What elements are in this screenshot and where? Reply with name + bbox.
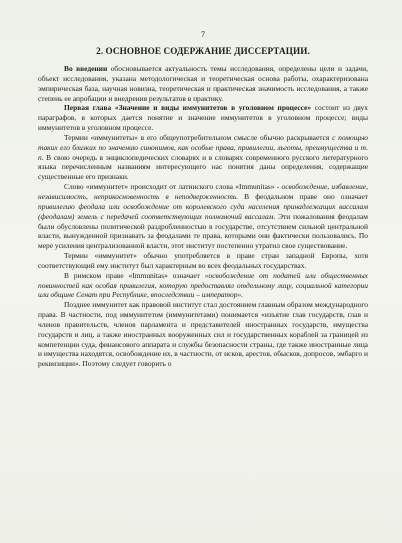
paragraph-international-law (38, 300, 368, 369)
page-number: 7 (201, 30, 205, 39)
paragraph-text: В свою очередь в энциклопедических словарях и в словарях современного русского литературного языка перечисленным названиям интересующего нас понятия даны определения, содержащие существенные его признаки. (38, 152, 368, 182)
paragraph-western-europe (38, 251, 368, 271)
paragraph-text: состоит из двух параграфов, в которых дается понятие и значение иммунитетов в уголовном процессе; виды иммунитетов в уголовном процессе. (38, 103, 368, 133)
paragraph-italic: освобождение, избавление, независимость, неприкосновенность в неподверженность. (38, 182, 368, 201)
paragraph-text: обосновывается актуальность темы исследования, определены цели и задачи, объект исследования, указана методологическая и теоретическая основа работы, охарактеризована эмпирическая база, научная новизна, теоретическая и практическая значимость исследования, а также степень ее апробации и внедрения результатов в практику. (38, 64, 368, 103)
paragraph-bold-lead: Первая глава «Значение и виды иммунитетов в уголовном процессе» (64, 103, 312, 113)
paragraph-term-immunity (38, 133, 368, 182)
paragraph-etymology (38, 182, 368, 251)
section-title: 2. ОСНОВНОЕ СОДЕРЖАНИЕ ДИССЕРТАЦИИ. (96, 46, 310, 56)
paragraph-bold-lead: Во введении (64, 64, 108, 73)
paragraph-introduction (38, 64, 368, 103)
paragraph-first-chapter (38, 103, 368, 133)
paragraph-text: Термин «иммунитет» обычно употребляется в праве стран западной Европы, хотя соответствующий ему институт был характерным во всех феодальных государствах. (38, 251, 368, 270)
paragraph-text: Позднее иммунитет как правовой институт стал достоянием главным образом международного права. В частности, под иммунитетом (иммунитетами) понимается «изъятие глав государств, глав и членов правительств, членов парламента и представителей иностранных государств, имущества государств и лиц, а также иностранных вооруженных сил и государственных кораблей за границей из компетенции суда, финансового аппарата и службы безопасности страны, где также иностранные лица и имущества находятся, освобождение их, в частности, от исков, арестов, обысков, допросов, эмбарго и реквизиции». Поэтому следует говорить о (38, 300, 368, 369)
paragraph-text: В римском праве «Immunitas» означает (64, 270, 205, 280)
paragraph-italic: «освобождение от податей или общественных повинностей как особая привилегия, которую предоставлял отдельному лицу, социальной категории или общине Сенат при Республике, впоследствии – император». (38, 270, 368, 300)
paragraph-italic: с помощью таких его близких по значению синонимов, как особые права, привилегии, льготы, преимущества и т. п. (38, 132, 368, 162)
paragraph-text: Слово «иммунитет» происходит от латинского слова «Immunitas» - (64, 182, 282, 192)
paragraph-roman-law (38, 271, 368, 301)
paragraph-text: Термин «иммунитеты» в его общеупотребительном смысле обычно раскрывается (64, 132, 333, 142)
paragraph-text: Эти пожалования феодалам были обусловлены политической раздробленностью в государстве, отсутствием сильной центральной власти, вынужденной признавать за феодалами те права, которыми они фактически пользовались. По мере усиления централизованной власти, этот институт постепенно утратил свое существование. (38, 211, 368, 251)
paragraph-text: В феодальном праве оно означает (238, 191, 368, 201)
paragraph-italic: привилегию феодала или освобождение от королевского суда населения принадлежащих вассалам (феодалам) земель с передачей соответствующих полномочий вассалам. (38, 201, 368, 221)
